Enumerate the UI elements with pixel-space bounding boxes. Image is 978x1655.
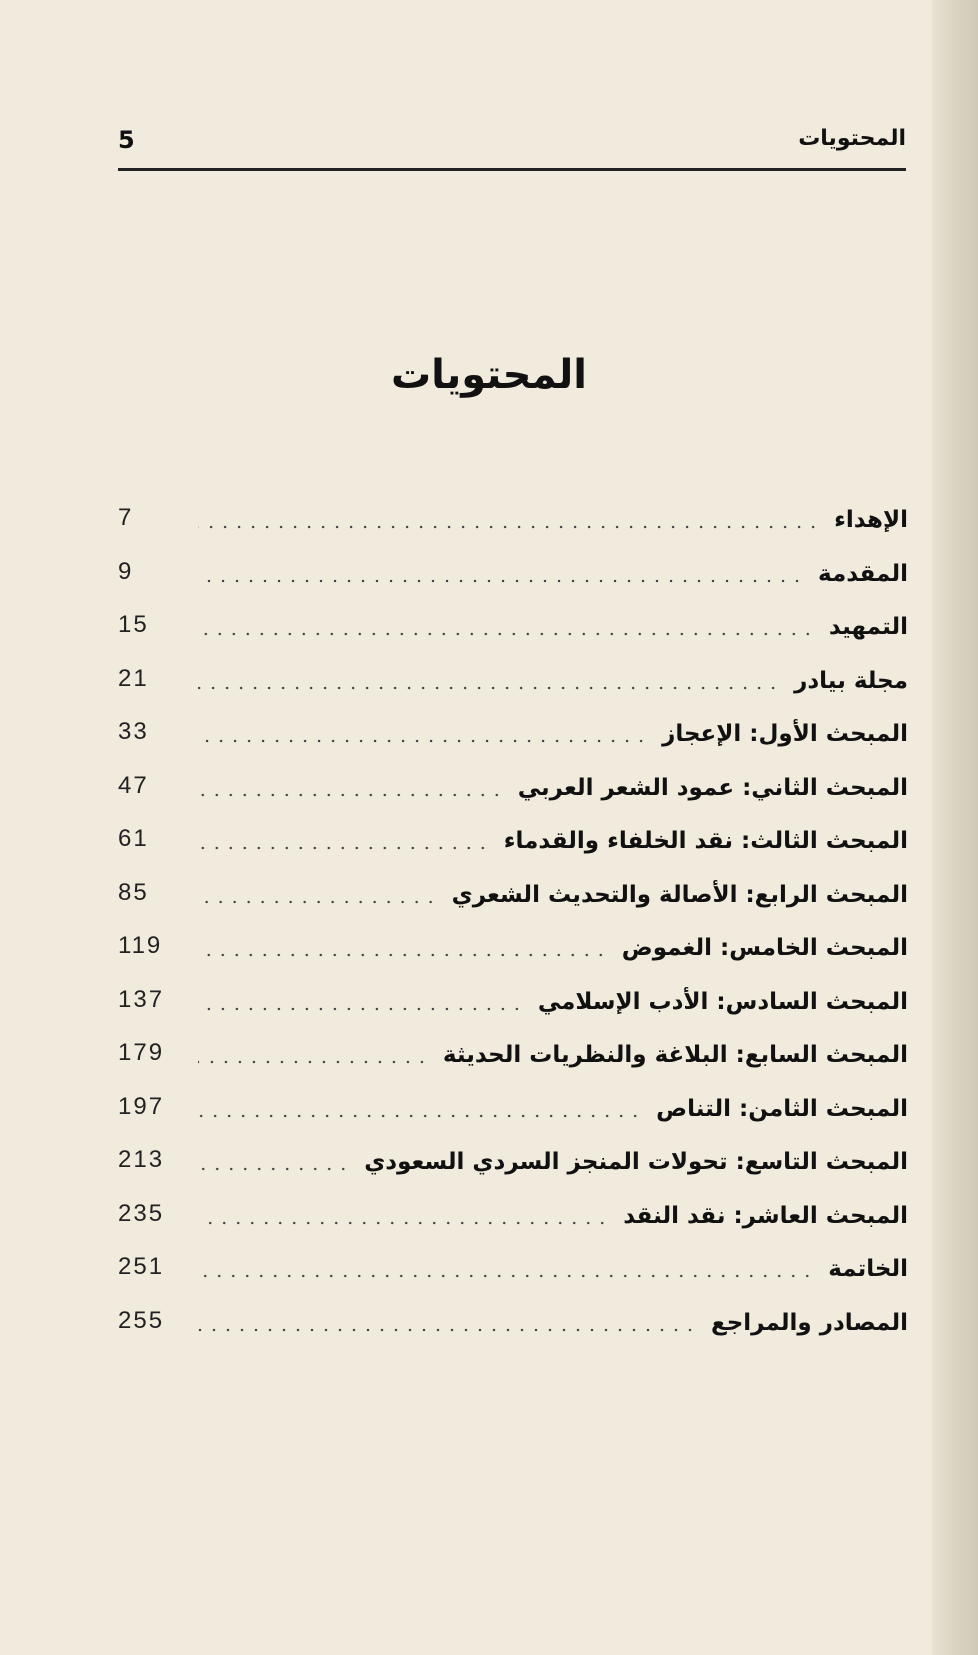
toc-title: المبحث الخامس: الغموض <box>608 935 908 961</box>
toc-entry <box>118 875 908 929</box>
toc-entry <box>118 768 908 822</box>
toc-line <box>198 714 908 754</box>
table-of-contents <box>118 500 908 1356</box>
toc-page-number: 15 <box>118 611 149 638</box>
toc-entry <box>118 982 908 1036</box>
toc-page-number: 255 <box>118 1306 165 1334</box>
toc-line <box>198 768 908 808</box>
toc-title: المبحث الثالث: نقد الخلفاء والقدماء <box>490 828 908 854</box>
toc-page-number: 213 <box>118 1146 165 1173</box>
toc-title: الخاتمة <box>814 1256 908 1282</box>
toc-line <box>198 500 908 540</box>
toc-dot-leader <box>198 630 815 638</box>
toc-dot-leader <box>198 844 490 852</box>
toc-entry <box>118 1035 908 1089</box>
toc-line <box>198 928 908 968</box>
toc-title: المبحث التاسع: تحولات المنجز السردي السعودي <box>350 1149 908 1175</box>
toc-dot-leader <box>198 1005 524 1013</box>
toc-line <box>198 875 908 915</box>
toc-page-number: 235 <box>118 1199 165 1227</box>
toc-line <box>198 1249 908 1289</box>
toc-title: المقدمة <box>804 561 908 587</box>
toc-dot-leader <box>198 951 608 959</box>
toc-page-number: 197 <box>118 1092 165 1120</box>
toc-entry <box>118 1249 908 1303</box>
toc-page-number: 61 <box>118 825 149 852</box>
toc-entry <box>118 714 908 768</box>
toc-title: المبحث الرابع: الأصالة والتحديث الشعري <box>438 882 908 908</box>
toc-line <box>198 1035 908 1075</box>
toc-page-number: 21 <box>118 664 149 692</box>
toc-line <box>198 1089 908 1129</box>
toc-page-number: 9 <box>118 557 134 585</box>
toc-line <box>198 1196 908 1236</box>
toc-page-number: 119 <box>118 932 163 959</box>
toc-dot-leader <box>198 577 804 585</box>
toc-dot-leader <box>198 737 648 745</box>
page-number: 5 <box>118 126 135 154</box>
toc-line <box>198 1303 908 1343</box>
toc-dot-leader <box>198 1165 350 1173</box>
toc-line <box>198 982 908 1022</box>
toc-entry <box>118 1196 908 1250</box>
running-title: المحتويات <box>798 126 906 151</box>
toc-title: الإهداء <box>820 507 908 533</box>
toc-page-number: 251 <box>118 1253 165 1280</box>
toc-dot-leader <box>198 523 820 531</box>
toc-page-number: 33 <box>118 718 149 745</box>
running-header <box>118 126 906 170</box>
toc-page-number: 179 <box>118 1039 165 1066</box>
toc-line <box>198 661 908 701</box>
toc-line <box>198 1142 908 1182</box>
toc-line <box>198 821 908 861</box>
toc-title: المبحث الأول: الإعجاز <box>648 721 908 747</box>
toc-dot-leader <box>198 898 438 906</box>
toc-entry <box>118 500 908 554</box>
toc-title: مجلة بيادر <box>780 668 908 694</box>
toc-title: المبحث السادس: الأدب الإسلامي <box>524 989 908 1015</box>
toc-dot-leader <box>198 1272 814 1280</box>
toc-dot-leader <box>198 1112 642 1120</box>
toc-entry <box>118 1303 908 1357</box>
toc-entry <box>118 1142 908 1196</box>
contents-heading: المحتويات <box>390 352 587 398</box>
toc-entry <box>118 607 908 661</box>
toc-dot-leader <box>198 1219 609 1227</box>
toc-title: التمهيد <box>815 614 908 640</box>
toc-dot-leader <box>198 791 504 799</box>
toc-entry <box>118 554 908 608</box>
toc-entry <box>118 1089 908 1143</box>
toc-entry <box>118 661 908 715</box>
toc-line <box>198 554 908 594</box>
header-rule <box>118 168 906 171</box>
toc-dot-leader <box>198 1058 429 1066</box>
toc-page-number: 85 <box>118 878 149 906</box>
page-edge <box>932 0 978 1655</box>
toc-page-number: 47 <box>118 771 149 799</box>
toc-line <box>198 607 908 647</box>
toc-title: المبحث الثامن: التناص <box>642 1096 908 1122</box>
toc-title: المبحث السابع: البلاغة والنظريات الحديثة <box>429 1042 908 1068</box>
toc-dot-leader <box>198 684 780 692</box>
toc-entry <box>118 928 908 982</box>
toc-title: المبحث الثاني: عمود الشعر العربي <box>504 775 908 801</box>
toc-entry <box>118 821 908 875</box>
toc-page-number: 7 <box>118 504 134 531</box>
toc-dot-leader <box>198 1326 697 1334</box>
toc-title: المبحث العاشر: نقد النقد <box>609 1203 908 1229</box>
toc-page-number: 137 <box>118 985 165 1013</box>
toc-title: المصادر والمراجع <box>697 1310 908 1336</box>
